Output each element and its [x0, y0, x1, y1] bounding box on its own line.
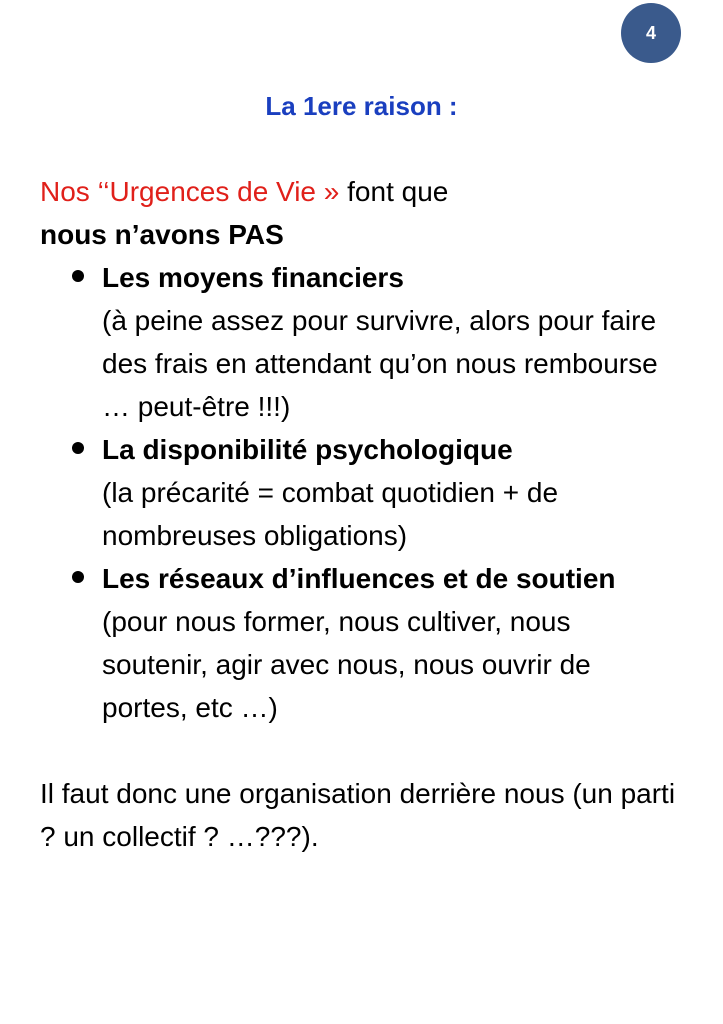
main-content	[40, 170, 680, 858]
page-title: La 1ere raison :	[265, 91, 458, 121]
reasons-list	[40, 256, 680, 729]
bullet-icon	[72, 442, 84, 454]
reason-heading: La disponibilité psychologique	[102, 434, 513, 465]
reason-heading: Les moyens financiers	[102, 262, 404, 293]
reason-detail: (pour nous former, nous cultiver, nous soutenir, agir avec nous, nous ouvrir de portes, etc …)	[102, 606, 591, 723]
page-number-badge	[621, 3, 681, 63]
conclusion-text: Il faut donc une organisation derrière nous (un parti ? un collectif ? …???).	[40, 778, 676, 852]
intro-rest: font que	[339, 176, 449, 207]
list-item	[102, 557, 680, 729]
reason-heading: Les réseaux d’influences et de soutien	[102, 563, 616, 594]
list-item	[102, 256, 680, 428]
list-item	[102, 428, 680, 557]
intro-line	[40, 170, 680, 213]
bullet-icon	[72, 270, 84, 282]
reason-detail: (à peine assez pour survivre, alors pour faire des frais en attendant qu’on nous rembourse … peut-être !!!)	[102, 305, 658, 422]
page-number: 4	[645, 22, 656, 43]
reason-detail: (la précarité = combat quotidien + de nombreuses obligations)	[102, 477, 559, 551]
intro-bold-line: nous n’avons PAS	[40, 219, 284, 250]
urgences-highlight: Nos ‘‘Urgences de Vie »	[40, 176, 340, 207]
bullet-icon	[72, 571, 84, 583]
